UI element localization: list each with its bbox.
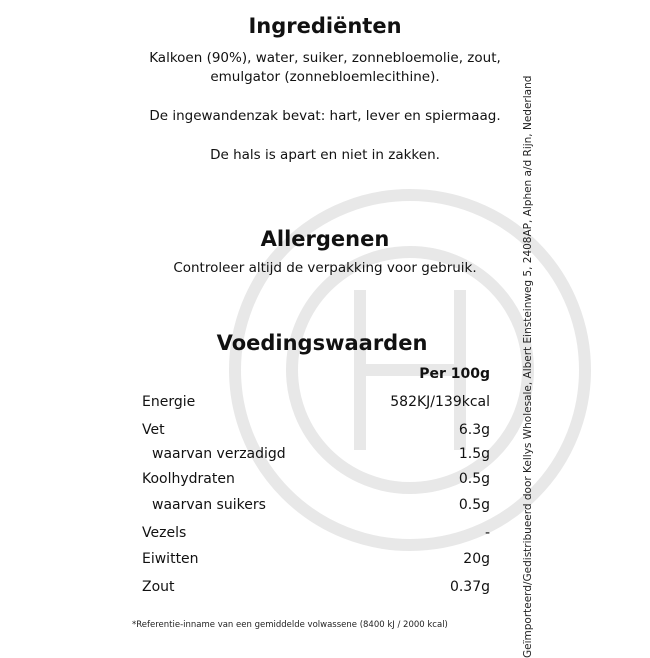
ingredients-line: Kalkoen (90%), water, suiker, zonnebloemolie, zout, [149,50,501,66]
allergens-text: Controleer altijd de verpakking voor gebruik. [173,260,477,276]
ingredients-line: emulgator (zonnebloemlecithine). [210,69,440,85]
nutrition-row [142,420,490,440]
nutrition-value: 0.5g [458,471,490,487]
nutrition-row [142,549,490,569]
nutrition-value: 1.5g [458,446,490,462]
nutrition-column-header: Per 100g [419,366,490,382]
nutrition-label: Koolhydraten [142,471,235,487]
nutrition-label: Energie [142,394,196,410]
nutrition-value: 6.3g [458,422,490,438]
offal-bag-text: De ingewandenzak bevat: hart, lever en spiermaag. [149,108,501,124]
nutrition-value: 0.5g [458,497,490,513]
nutrition-row [142,495,490,515]
nutrition-label: waarvan suikers [152,497,266,513]
nutrition-value: 0.37g [449,579,490,595]
nutrition-heading: Voedingswaarden [216,331,428,355]
nutrition-label: Vezels [142,525,187,541]
reference-intake-footnote: *Referentie-inname van een gemiddelde volwassene (8400 kJ / 2000 kcal) [132,620,448,630]
nutrition-row [142,523,490,543]
ingredients-heading: Ingrediënten [248,14,402,38]
nutrition-label: Eiwitten [142,551,199,567]
importer-address-text: Geïmporteerd/Gedistribueerd door Kellys Wholesale, Albert Einsteinweg 5, 2408AP, Alphen a/d Rijn, Nederland [522,75,534,658]
nutrition-value: - [484,525,490,541]
nutrition-row [142,392,490,412]
nutrition-value: 20g [463,551,490,567]
nutrition-row [142,444,490,464]
neck-text: De hals is apart en niet in zakken. [210,147,440,163]
nutrition-label: Zout [142,579,175,595]
allergens-heading: Allergenen [260,227,390,251]
nutrition-row [142,469,490,489]
nutrition-value: 582KJ/139kcal [390,394,490,410]
nutrition-label: waarvan verzadigd [152,446,286,462]
nutrition-row [142,577,490,597]
nutrition-label: Vet [142,422,165,438]
